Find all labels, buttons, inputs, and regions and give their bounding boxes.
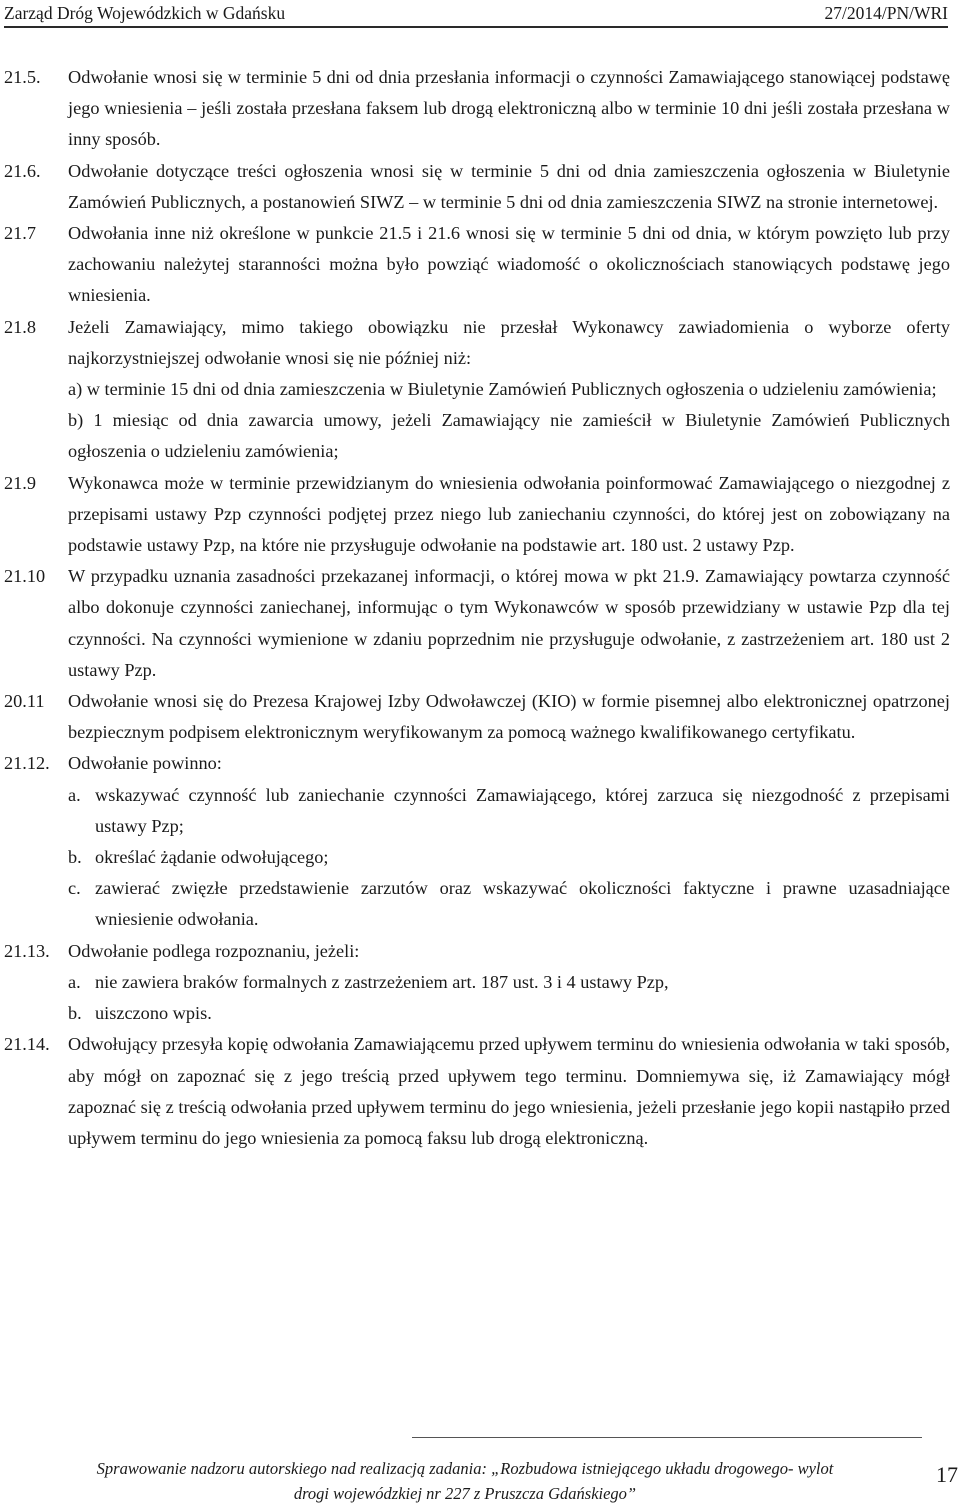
section-item — [4, 218, 950, 312]
section-number: 21.6. — [4, 160, 41, 181]
section-number: 21.13. — [4, 940, 50, 961]
subsection-text: nie zawiera braków formalnych z zastrzeżeniem art. 187 ust. 3 i 4 ustawy Pzp, — [95, 971, 669, 992]
subsection-text: uiszczono wpis. — [95, 1003, 212, 1024]
section-item — [4, 156, 950, 218]
section-item — [4, 468, 950, 562]
section-item — [4, 686, 950, 748]
section-text: W przypadku uznania zasadności przekazanej informacji, o której mowa w pkt 21.9. Zamawiający powtarza czynność albo dokonuje czynności zaniechanej, informując o tym Wykonawców w sposób przewidziany w ustawie Pzp dla tej czynności. Na czynności wymienione w zdaniu poprzednim nie przysługuje odwołanie, z zastrzeżeniem art. 180 ust 2 ustawy Pzp. — [68, 566, 950, 680]
page-header — [4, 0, 948, 28]
subsection-item — [68, 374, 950, 405]
subsection-item — [68, 780, 950, 842]
subsection-item — [68, 998, 950, 1029]
section-number: 20.11 — [4, 691, 45, 712]
section-item — [4, 62, 950, 156]
subsection-item — [68, 405, 950, 467]
section-item — [4, 312, 950, 468]
subsection-letter: b. — [68, 1003, 82, 1024]
section-number: 21.8 — [4, 316, 36, 337]
section-item — [4, 561, 950, 686]
section-number: 21.10 — [4, 566, 46, 587]
section-text: Odwołanie wnosi się w terminie 5 dni od dnia przesłania informacji o czynności Zamawiającego stanowiącej podstawę jego wniesienia – jeśli została przesłana faksem lub drogą elektroniczną albo w terminie 10 dni jeśli została przesłana w inny sposób. — [68, 67, 950, 150]
page-number: 17 — [936, 1462, 958, 1487]
subsection-item — [68, 842, 950, 873]
subsection-letter: b. — [68, 847, 82, 868]
footer-line-2: drogi wojewódzkiej nr 227 z Pruszcza Gdańskiego” — [293, 1484, 637, 1503]
section-text: Odwołanie wnosi się do Prezesa Krajowej Izby Odwoławczej (KIO) w formie pisemnej albo elektronicznej opatrzonej bezpiecznym podpisem elektronicznym weryfikowanym za pomocą ważnego kwalifikowanego certyfikatu. — [68, 691, 950, 743]
section-text: Wykonawca może w terminie przewidzianym do wniesienia odwołania poinformować Zamawiającego o niezgodnej z przepisami ustawy Pzp czynności podjętej przez niego lub zaniechaniu czynności, do której jest on zobowiązany na podstawie ustawy Pzp, na które nie przysługuje odwołanie na podstawie art. 180 ust. 2 ustawy Pzp. — [68, 472, 950, 556]
subsection-text: b) 1 miesiąc od dnia zawarcia umowy, jeżeli Zamawiający nie zamieścił w Biuletynie Zamówień Publicznych ogłoszenia o udzieleniu zamówienia; — [68, 410, 950, 462]
subsection-text: zawierać zwięzłe przedstawienie zarzutów oraz wskazywać okoliczności faktyczne i prawne uzasadniające wniesienie odwołania. — [95, 878, 950, 930]
subsection-text: a) w terminie 15 dni od dnia zamieszczenia w Biuletynie Zamówień Publicznych ogłoszenia o udzieleniu zamówienia; — [68, 379, 937, 400]
subsection-text: wskazywać czynność lub zaniechanie czynności Zamawiającego, której zarzuca się niezgodność z przepisami ustawy Pzp; — [95, 784, 950, 836]
section-text: Odwołania inne niż określone w punkcie 21.5 i 21.6 wnosi się w terminie 5 dni od dnia, w którym powzięto lub przy zachowaniu należytej staranności można było powziąć wiadomość o okolicznościach stanowiących podstawę jego wniesienia. — [68, 223, 950, 306]
page-footer — [0, 1456, 930, 1506]
subsection-text: określać żądanie odwołującego; — [95, 847, 329, 868]
subsection-letter: a. — [68, 784, 81, 805]
section-item — [4, 936, 950, 1030]
section-number: 21.9 — [4, 472, 36, 493]
section-item — [4, 748, 950, 935]
section-number: 21.7 — [4, 223, 36, 244]
subsection-letter: a. — [68, 971, 81, 992]
footer-divider — [412, 1437, 922, 1438]
document-body — [4, 62, 950, 1154]
section-text: Odwołanie powinno: — [68, 753, 222, 774]
section-item — [4, 1029, 950, 1154]
subsection-item — [68, 873, 950, 935]
subsection-item — [68, 967, 950, 998]
section-number: 21.14. — [4, 1034, 50, 1055]
section-text: Odwołujący przesyła kopię odwołania Zamawiającemu przed upływem terminu do wniesienia odwołania w taki sposób, aby mógł on zapoznać się z jego treścią przed upływem tego terminu. Domniemywa się, iż Zamawiający mógł zapoznać się z treścią odwołania przed upływem terminu do jego wniesienia, jeżeli przesłanie jego kopii nastąpiło przed upływem terminu do jego wniesienia za pomocą faksu lub drogą elektroniczną. — [68, 1034, 950, 1148]
subsection-letter: c. — [68, 878, 81, 899]
section-number: 21.12. — [4, 753, 50, 774]
header-organization: Zarząd Dróg Wojewódzkich w Gdańsku — [4, 3, 286, 23]
section-text: Odwołanie dotyczące treści ogłoszenia wnosi się w terminie 5 dni od dnia zamieszczenia ogłoszenia w Biuletynie Zamówień Publicznych, a postanowień SIWZ – w terminie 5 dni od dnia zamieszczenia SIWZ na stronie internetowej. — [68, 160, 950, 212]
section-text: Odwołanie podlega rozpoznaniu, jeżeli: — [68, 940, 360, 961]
footer-line-1: Sprawowanie nadzoru autorskiego nad realizacją zadania: „Rozbudowa istniejącego układu drogowego- wylot — [96, 1459, 834, 1478]
section-number: 21.5. — [4, 67, 41, 87]
header-reference-number: 27/2014/PN/WRI — [824, 3, 948, 23]
section-text: Jeżeli Zamawiający, mimo takiego obowiązku nie przesłał Wykonawcy zawiadomienia o wyborze oferty najkorzystniejszej odwołanie wnosi się nie później niż: — [68, 316, 950, 368]
